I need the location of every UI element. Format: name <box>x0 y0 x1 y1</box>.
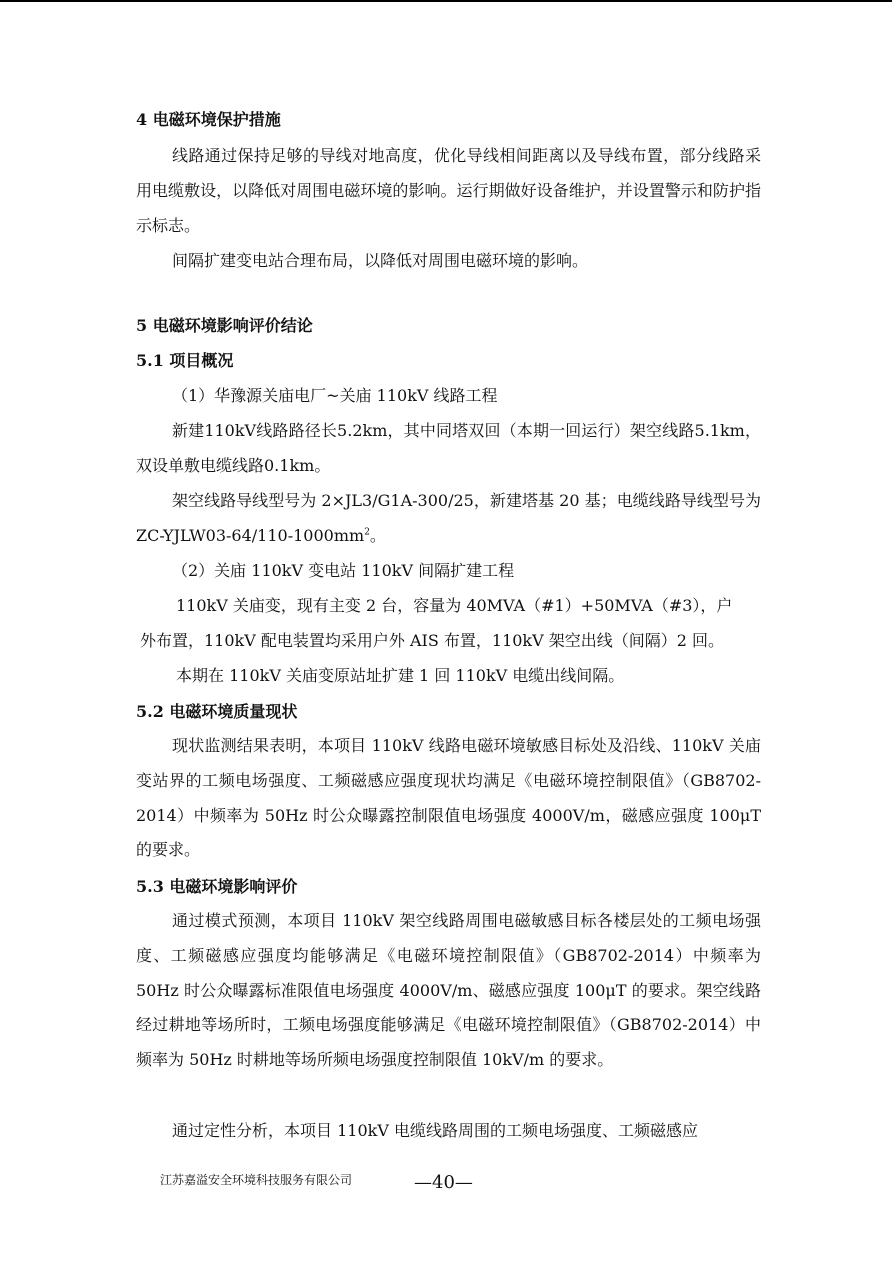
section-4-heading: 4 电磁环境保护措施 <box>136 110 281 129</box>
section-5-3-paragraph-2: 通过定性分析，本项目 110kV 电缆线路周围的工频电场强度、工频磁感应 <box>172 1121 698 1140</box>
section-5-3-heading: 5.3 电磁环境影响评价 <box>136 877 298 896</box>
section-5-1-paragraph-1: 新建110kV线路路径长5.2km，其中同塔双回（本期一回运行）架空线路5.1km，双设单敷电缆线路0.1km。 <box>136 421 761 475</box>
section-4-paragraph-1: 线路通过保持足够的导线对地高度，优化导线相间距离以及导线布置，部分线路采用电缆敷设，以降低对周围电磁环境的影响。运行期做好设备维护，并设置警示和防护指示标志。 <box>136 146 761 235</box>
paragraph-2-end: 。 <box>369 525 386 545</box>
section-5-1-paragraph-2 <box>136 484 761 554</box>
section-5-1-heading: 5.1 项目概况 <box>136 351 234 370</box>
substation-line-1: 110kV 关庙变，现有主变 2 台，容量为 40MVA（#1）+50MVA（#3），户 <box>176 596 733 615</box>
section-5-2-paragraph: 现状监测结果表明，本项目 110kV 线路电磁环境敏感目标处及沿线、110kV 关庙变站界的工频电场强度、工频磁感应强度现状均满足《电磁环境控制限值》（GB8702-2014）中频率为 50Hz 时公众曝露控制限值电场强度 4000V/m，磁感应强度 100μT 的要求。 <box>136 736 761 860</box>
substation-line-2: 外布置，110kV 配电装置均采用户外 AIS 布置，110kV 架空出线（间隔）2 回。 <box>140 631 725 650</box>
project-item-2: （2）关庙 110kV 变电站 110kV 间隔扩建工程 <box>172 561 515 580</box>
superscript-2: 2 <box>364 527 370 538</box>
top-border <box>0 0 892 2</box>
page-number: —40— <box>414 1172 473 1193</box>
project-item-1: （1）华豫源关庙电厂~关庙 110kV 线路工程 <box>172 386 498 405</box>
section-5-3-paragraph-1: 通过模式预测，本项目 110kV 架空线路周围电磁敏感目标各楼层处的工频电场强度、工频磁感应强度均能够满足《电磁环境控制限值》（GB8702-2014）中频率为 50Hz 时公众曝露标准限值电场强度 4000V/m、磁感应强度 100μT 的要求。架空线路经过耕地等场所时，工频电场强度能够满足《电磁环境控制限值》（GB8702-2014）中频率为 50Hz 时耕地等场所频电场强度控制限值 10kV/m 的要求。 <box>136 911 761 1070</box>
footer-company: 江苏嘉溢安全环境科技服务有限公司 <box>160 1173 353 1187</box>
section-5-heading: 5 电磁环境影响评价结论 <box>136 316 313 335</box>
section-4-paragraph-2: 间隔扩建变电站合理布局，以降低对周围电磁环境的影响。 <box>172 251 589 270</box>
section-5-2-heading: 5.2 电磁环境质量现状 <box>136 702 298 721</box>
expansion-sentence: 本期在 110kV 关庙变原站址扩建 1 回 110kV 电缆出线间隔。 <box>176 666 625 685</box>
paragraph-2-text: 架空线路导线型号为 2×JL3/G1A-300/25，新建塔基 20 基；电缆线路导线型号为 ZC-YJLW03-64/110-1000mm <box>136 491 761 545</box>
